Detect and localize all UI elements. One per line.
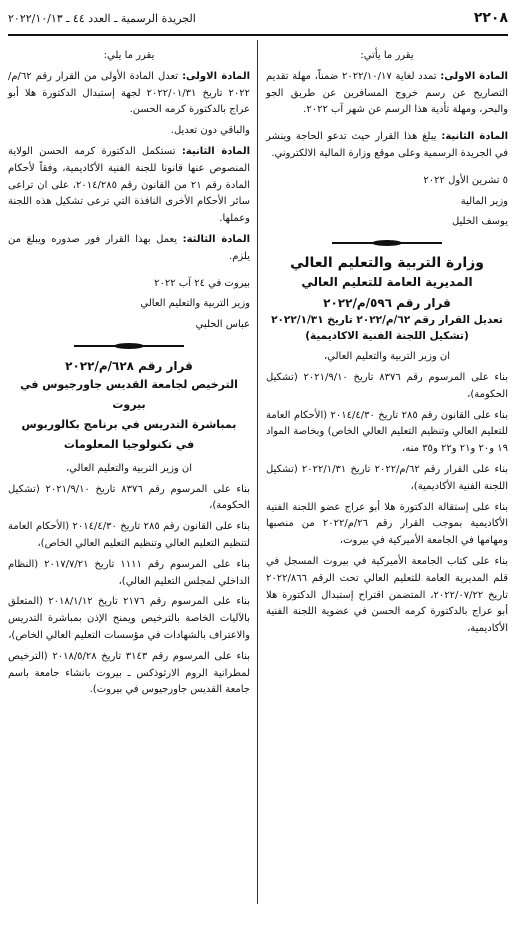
article-2	[8, 144, 250, 228]
page-number: ٢٢٠٨	[473, 10, 508, 26]
minister-intro: ان وزير التربية والتعليم العالي،	[323, 351, 451, 363]
article-1	[266, 69, 508, 119]
column-divider	[257, 40, 258, 904]
signature-date: ٥ تشرين الأول ٢٠٢٢	[423, 174, 508, 186]
left-column	[8, 48, 250, 703]
decision-subject: تعديل القرار رقم ٦٢/م/٢٠٢٢ تاريخ ٢٠٢٢/١/٣١	[271, 313, 503, 326]
article-3	[8, 232, 250, 266]
considering-para: بناء على إستقالة الدكتورة هلا أبو عراج عضو اللجنة الفنية الأكاديمية بموجب القرار رقم ٢٦/م/٢٠٢٢ من منصبها ومهامها في الجامعة الأميركية في بيروت،	[266, 501, 509, 547]
article-text: يعمل بهذا القرار فور صدوره ويبلغ من يلزم.	[8, 233, 250, 262]
separator-ornament	[332, 239, 442, 247]
article-1	[8, 69, 250, 119]
minister-name: عباس الحلبي	[195, 319, 250, 331]
article-2	[266, 129, 508, 163]
considering-para: بناء على القرار رقم ٦٢/م/٢٠٢٢ تاريخ ٢٠٢٢/١/٣١ (تشكيل اللجنة الفنية الأكاديمية)،	[266, 463, 508, 492]
article-label: المادة الثانية:	[441, 131, 509, 143]
decision-subject-paren: (تشكيل اللجنة الفنية الاكاديمية)	[305, 330, 469, 343]
page-header	[8, 10, 508, 34]
article-label: المادة الثالثة:	[182, 233, 250, 245]
article-label: المادة الاولى:	[182, 70, 250, 82]
issue-info: الجريدة الرسمية ـ العدد ٤٤ ـ ٢٠٢٢/١٠/١٣	[8, 12, 196, 25]
decides-intro: يقرر ما يلي:	[103, 50, 155, 61]
right-column	[266, 48, 508, 642]
decision-number: قرار رقم ٥٩٦/م/٢٠٢٢	[323, 295, 451, 310]
decision-subject-line: الترخيص لجامعة القديس جاورجيوس في بيروت	[20, 377, 238, 411]
considering-para: بناء على المرسوم رقم ١١١١ تاريخ ٢٠١٧/٧/٢١ (النظام الداخلي لمجلس التعليم العالي)،	[8, 558, 250, 587]
minister-intro: ان وزير التربية والتعليم العالي،	[65, 462, 193, 474]
header-rule	[8, 34, 508, 36]
minister-title: وزير المالية	[460, 195, 508, 207]
decision-subject-line: بمباشرة التدريس في برنامج بكالوريوس	[21, 417, 237, 431]
minister-title: وزير التربية والتعليم العالي	[140, 298, 250, 310]
article-text: تمدد لغاية ٢٠٢٢/١٠/١٧ ضمناً، مهلة تقديم التصاريح عن رسم خروج المسافرين عن طريق الجو والبحر، ومهلة تأدية هذا الرسم عن شهر آب ٢٠٢٢.	[266, 70, 508, 116]
decision-subject-line: في تكنولوجيا المعلومات	[63, 437, 195, 451]
article-text: يبلغ هذا القرار حيث تدعو الحاجة وينشر في الجريدة الرسمية وعلى موقع وزارة المالية الالكتروني.	[266, 131, 508, 159]
article-label: المادة الثانية:	[181, 145, 251, 157]
considering-para: بناء على المرسوم رقم ٨٣٧٦ تاريخ ٢٠٢١/٩/١٠ (تشكيل الحكومة)،	[266, 371, 508, 400]
decision-number: قرار رقم ٦٢٨/م/٢٠٢٢	[65, 358, 193, 373]
ministry-heading: وزارة التربية والتعليم العالي	[290, 255, 484, 272]
considering-para: بناء على القانون رقم ٢٨٥ تاريخ ٢٠١٤/٤/٣٠ (الأحكام العامة للتعليم العالي وتنظيم التعليم العالي الخاص) وبخاصة المواد ١٩ و٢٠ و٢١ و٢٢ و٣٥ منه،	[266, 409, 508, 455]
signature-date: بيروت في ٢٤ آب ٢٠٢٢	[154, 277, 250, 289]
considering-para: بناء على المرسوم رقم ٢١٧٦ تاريخ ٢٠١٨/١/١٢ (المتعلق بالآليات الخاصة بالترخيص ويمنح الإذن بمباشرة التدريس والاعتراف بالشهادات في مؤسسات التعليم العالي الخاص)،	[8, 596, 250, 641]
considering-para: بناء على القانون رقم ٢٨٥ تاريخ ٢٠١٤/٤/٣٠ (الأحكام العامة لتنظيم التعليم العالي وتنظيم التعليم العالي الخاص)،	[8, 521, 250, 549]
article-label: المادة الاولى:	[440, 70, 508, 82]
considering-para: بناء على المرسوم رقم ٨٣٧٦ تاريخ ٢٠٢١/٩/١٠ (تشكيل الحكومة)،	[8, 483, 250, 512]
article-text: تعدل المادة الأولى من القرار رقم ٦٢/م/٢٠٢٢ تاريخ ٢٠٢٢/٠١/٣١ لجهة إستبدال الدكتورة هلا أبو عراج بالدكتورة كرمه الحسن.	[8, 70, 250, 116]
considering-para: بناء على كتاب الجامعة الأميركية في بيروت المسجل في قلم المديرية العامة للتعليم العالي تحت الرقم ٢٠٢٢/٨٦٦ تاريخ ٢٠٢٢/٠٧/٢٢، المتضمن اقتراح إستبدال الدكتورة هلا أبو عراج بالدكتورة كرمه الحسن في عضوية اللجنة الفنية الأكاديمية،	[266, 555, 509, 635]
minister-name: يوسف الخليل	[451, 216, 508, 228]
decides-intro: يقرر ما يأتي:	[360, 50, 414, 61]
directorate-heading: المديرية العامة للتعليم العالي	[301, 274, 473, 289]
article-text: تستكمل الدكتورة كرمه الحسن الولاية المنصوص عنها قانونا للجنة الفنية الأكاديمية، وفقاً لأحكام المادة رقم ٢١ من القانون رقم ٢٠١٤/٢٨٥، على ان تراعى سائر الأحكام الأخرى النافذة التي ترعى تشكيل هذه اللجنة وعملها.	[8, 145, 250, 225]
separator-ornament	[74, 342, 184, 350]
considering-para: بناء على المرسوم رقم ٣١٤٣ تاريخ ٢٠١٨/٥/٢٨ (الترخيص لمطرانية الروم الارثوذكس ـ بيروت بانشاء جامعة باسم جامعة القديس جاورجيوس في بيروت).	[8, 650, 250, 696]
article-remainder: والباقي دون تعديل.	[170, 125, 250, 137]
